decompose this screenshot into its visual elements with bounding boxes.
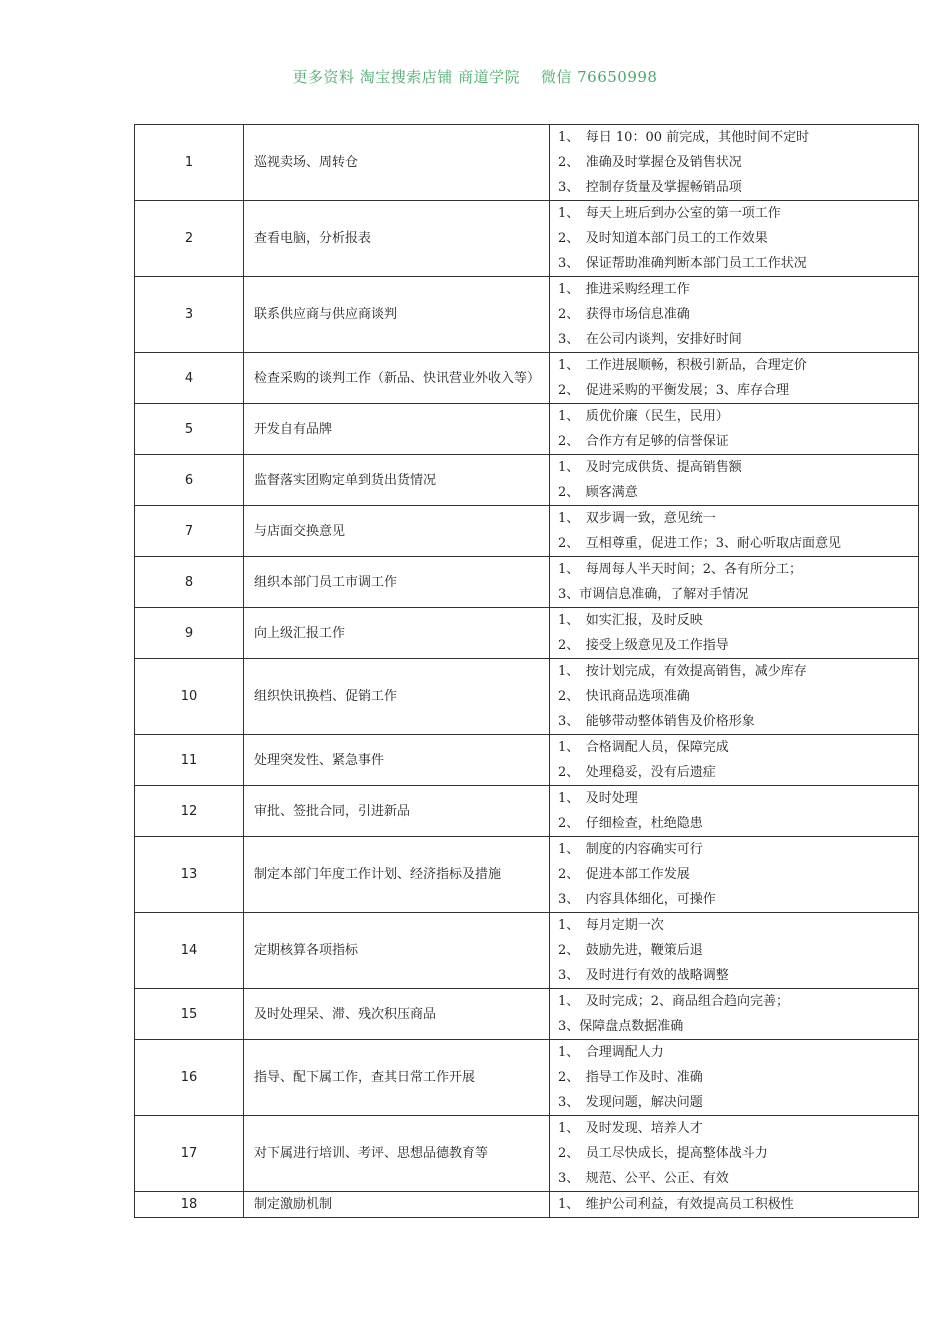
requirement-line: 1、 工作进展顺畅，积极引新品，合理定价: [558, 358, 807, 373]
requirement-line: 2、 员工尽快成长，提高整体战斗力: [558, 1146, 768, 1161]
row-number: 18: [135, 1192, 244, 1218]
requirement-line: 2、 处理稳妥，没有后遗症: [558, 765, 716, 780]
row-number: 12: [135, 786, 244, 837]
table-row: [135, 913, 919, 989]
duties-table-body: [135, 125, 919, 1218]
task-cell: 巡视卖场、周转仓: [244, 125, 550, 201]
row-number: 14: [135, 913, 244, 989]
requirements-cell: [550, 1192, 919, 1218]
task-cell: 组织快讯换档、促销工作: [244, 659, 550, 735]
table-row: [135, 1192, 919, 1218]
requirement-line: 3、 控制存货量及掌握畅销品项: [558, 180, 742, 195]
task-cell: 组织本部门员工市调工作: [244, 557, 550, 608]
task-cell: 监督落实团购定单到货出货情况: [244, 455, 550, 506]
requirements-cell: [550, 786, 919, 837]
table-row: [135, 837, 919, 913]
requirements-cell: [550, 125, 919, 201]
table-row: [135, 1116, 919, 1192]
row-number: 8: [135, 557, 244, 608]
task-cell: 及时处理呆、滞、残次积压商品: [244, 989, 550, 1040]
requirement-line: 1、 双步调一致，意见统一: [558, 511, 716, 526]
requirement-line: 1、 及时完成供货、提高销售额: [558, 460, 742, 475]
page-header: 更多资料 淘宝搜索店铺 商道学院 微信 76650998: [292, 68, 658, 86]
requirements-cell: [550, 989, 919, 1040]
duties-table: [134, 124, 919, 1218]
requirements-cell: [550, 913, 919, 989]
row-number: 9: [135, 608, 244, 659]
row-number: 13: [135, 837, 244, 913]
task-cell: 指导、配下属工作，查其日常工作开展: [244, 1040, 550, 1116]
requirement-line: 2、 准确及时掌握仓及销售状况: [558, 155, 742, 170]
requirement-line: 1、 合理调配人力: [558, 1045, 664, 1060]
requirement-line: 2、 鼓励先进，鞭策后退: [558, 943, 703, 958]
row-number: 4: [135, 353, 244, 404]
row-number: 6: [135, 455, 244, 506]
task-cell: 定期核算各项指标: [244, 913, 550, 989]
row-number: 16: [135, 1040, 244, 1116]
requirement-line: 3、 及时进行有效的战略调整: [558, 968, 729, 983]
requirement-line: 1、 及时处理: [558, 791, 638, 806]
requirements-cell: [550, 353, 919, 404]
requirements-cell: [550, 837, 919, 913]
requirement-line: 3、 规范、公平、公正、有效: [558, 1171, 729, 1186]
requirement-line: 1、 及时完成；2、商品组合趋向完善；: [558, 994, 790, 1009]
requirement-line: 3、 在公司内谈判，安排好时间: [558, 332, 742, 347]
requirement-line: 2、 仔细检查，杜绝隐患: [558, 816, 703, 831]
requirements-cell: [550, 735, 919, 786]
table-row: [135, 506, 919, 557]
requirement-line: 2、 接受上级意见及工作指导: [558, 638, 729, 653]
row-number: 15: [135, 989, 244, 1040]
requirement-line: 1、 制度的内容确实可行: [558, 842, 703, 857]
requirement-line: 2、 指导工作及时、准确: [558, 1070, 703, 1085]
requirement-line: 1、 如实汇报，及时反映: [558, 613, 703, 628]
table-row: [135, 353, 919, 404]
task-cell: 联系供应商与供应商谈判: [244, 277, 550, 353]
requirements-cell: [550, 659, 919, 735]
requirement-line: 2、 及时知道本部门员工的工作效果: [558, 231, 768, 246]
requirements-cell: [550, 506, 919, 557]
table-row: [135, 557, 919, 608]
table-row: [135, 455, 919, 506]
requirement-line: 1、 质优价廉（民生，民用）: [558, 409, 729, 424]
table-row: [135, 1040, 919, 1116]
requirement-line: 2、 互相尊重，促进工作；3、耐心听取店面意见: [558, 536, 842, 551]
requirement-line: 3、 保证帮助准确判断本部门员工工作状况: [558, 256, 807, 271]
task-cell: 查看电脑，分析报表: [244, 201, 550, 277]
requirement-line: 1、 每周每人半天时间；2、各有所分工；: [558, 562, 803, 577]
requirement-line: 3、 能够带动整体销售及价格形象: [558, 714, 755, 729]
requirements-cell: [550, 455, 919, 506]
task-cell: 开发自有品牌: [244, 404, 550, 455]
requirement-line: 2、 快讯商品选项准确: [558, 689, 690, 704]
task-cell: 向上级汇报工作: [244, 608, 550, 659]
requirement-line: 1、 每月定期一次: [558, 918, 664, 933]
requirement-line: 3、市调信息准确，了解对手情况: [558, 587, 749, 602]
requirement-line: 3、保障盘点数据准确: [558, 1019, 684, 1034]
task-cell: 与店面交换意见: [244, 506, 550, 557]
task-cell: 制定激励机制: [244, 1192, 550, 1218]
requirements-cell: [550, 201, 919, 277]
requirement-line: 2、 促进采购的平衡发展；3、库存合理: [558, 383, 790, 398]
requirement-line: 1、 维护公司利益，有效提高员工积极性: [558, 1197, 794, 1212]
requirements-cell: [550, 557, 919, 608]
row-number: 2: [135, 201, 244, 277]
table-row: [135, 404, 919, 455]
task-cell: 处理突发性、紧急事件: [244, 735, 550, 786]
table-row: [135, 659, 919, 735]
table-row: [135, 786, 919, 837]
requirement-line: 1、 每天上班后到办公室的第一项工作: [558, 206, 781, 221]
requirement-line: 2、 顾客满意: [558, 485, 638, 500]
row-number: 3: [135, 277, 244, 353]
row-number: 11: [135, 735, 244, 786]
requirement-line: 1、 每日 10：00 前完成，其他时间不定时: [558, 130, 810, 145]
requirements-cell: [550, 608, 919, 659]
requirements-cell: [550, 1116, 919, 1192]
row-number: 5: [135, 404, 244, 455]
requirement-line: 1、 推进采购经理工作: [558, 282, 690, 297]
task-cell: 检查采购的谈判工作（新品、快讯营业外收入等）: [244, 353, 550, 404]
row-number: 17: [135, 1116, 244, 1192]
table-row: [135, 277, 919, 353]
table-row: [135, 735, 919, 786]
requirement-line: 3、 内容具体细化，可操作: [558, 892, 716, 907]
table-row: [135, 608, 919, 659]
row-number: 7: [135, 506, 244, 557]
task-cell: 审批、签批合同，引进新品: [244, 786, 550, 837]
table-row: [135, 989, 919, 1040]
requirement-line: 2、 合作方有足够的信誉保证: [558, 434, 729, 449]
row-number: 10: [135, 659, 244, 735]
requirement-line: 3、 发现问题，解决问题: [558, 1095, 703, 1110]
requirements-cell: [550, 1040, 919, 1116]
requirements-cell: [550, 404, 919, 455]
task-cell: 对下属进行培训、考评、思想品德教育等: [244, 1116, 550, 1192]
requirements-cell: [550, 277, 919, 353]
requirement-line: 1、 及时发现、培养人才: [558, 1121, 703, 1136]
row-number: 1: [135, 125, 244, 201]
table-row: [135, 125, 919, 201]
requirement-line: 1、 按计划完成，有效提高销售，减少库存: [558, 664, 807, 679]
requirement-line: 2、 促进本部工作发展: [558, 867, 690, 882]
requirement-line: 2、 获得市场信息准确: [558, 307, 690, 322]
task-cell: 制定本部门年度工作计划、经济指标及措施: [244, 837, 550, 913]
table-row: [135, 201, 919, 277]
requirement-line: 1、 合格调配人员，保障完成: [558, 740, 729, 755]
